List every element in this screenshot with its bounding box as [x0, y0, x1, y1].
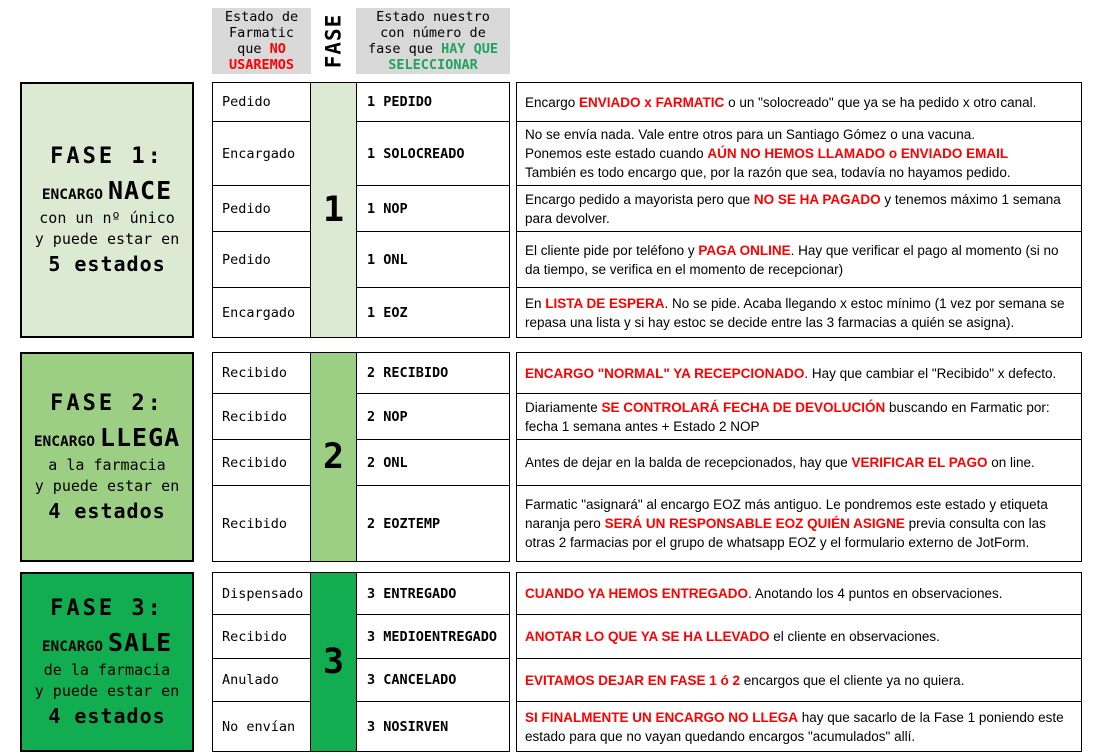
description-cell [516, 615, 1082, 659]
farmatic-state-cell: Pedido [212, 82, 311, 122]
phase-title: FASE 3: [50, 596, 164, 621]
highlighted-text: AÚN NO HEMOS LLAMADO o ENVIADO EMAIL [707, 146, 1009, 161]
phase-3-summary-box [20, 572, 194, 752]
description-text [525, 495, 1073, 552]
plain-text: on line. [987, 455, 1035, 470]
header-row [20, 8, 1108, 74]
description-text [525, 125, 1011, 182]
farmatic-state-cell: Encargado [212, 288, 311, 338]
plain-text: encargos que el cliente ya no quiera. [740, 672, 965, 688]
our-state-cell: 1 NOP [356, 186, 510, 232]
phase-1-summary-box [20, 82, 194, 338]
description-text [525, 398, 1073, 436]
highlighted-text: ENCARGO "NORMAL" YA RECEPCIONADO [525, 365, 805, 381]
plain-text: el cliente en observaciones. [769, 629, 940, 644]
plain-text: Farmatic [228, 25, 295, 41]
phase-state-count: 4 estados [48, 704, 166, 728]
farmatic-state-cell: Recibido [212, 615, 311, 659]
farmatic-state-cell: Dispensado [212, 572, 311, 615]
highlighted-text: SELECCIONAR [388, 57, 478, 73]
phase-subtitle-small: ENCARGO [41, 187, 103, 203]
highlighted-text: NO SE HA PAGADO [753, 191, 881, 207]
description-text [525, 241, 1073, 279]
fase-vertical-text: FASE [321, 13, 346, 69]
our-state-cell: 2 NOP [356, 394, 510, 440]
plain-text: Diariamente [525, 399, 602, 415]
our-state-cell: 2 EOZTEMP [356, 486, 510, 562]
farmatic-state-cell: Recibido [212, 486, 311, 562]
phase-number-cell: 3 [311, 572, 356, 752]
highlighted-text: USAREMOS [228, 57, 295, 73]
highlighted-text: SE CONTROLARÁ FECHA DE DEVOLUCIÓN [601, 399, 886, 415]
phase-title: FASE 1: [50, 144, 164, 169]
farmatic-state-cell: Recibido [212, 394, 311, 440]
phase-title: FASE 2: [50, 391, 164, 416]
description-text [525, 453, 1035, 472]
plain-text: buscando en Farmatic por: fecha 1 semana antes + Estado 2 NOP [525, 399, 1050, 434]
phase-subtitle-small: ENCARGO [33, 434, 95, 450]
plain-text: Antes de dejar en la balda de recepcionados, hay que [525, 455, 852, 470]
header-fase-label [311, 8, 356, 74]
our-state-cell: 3 NOSIRVEN [356, 702, 510, 752]
highlighted-text: CUANDO YA HEMOS ENTREGADO [525, 586, 749, 601]
plain-text: Estado nuestro [376, 9, 490, 25]
plain-text: y tenemos máximo 1 semana para devolver. [525, 191, 1061, 226]
description-text [525, 294, 1073, 332]
plain-text: . No se pide. Acaba llegando x estoc mínimo (1 vez por semana se repasa una lista y si hay estoc se decide entre las 3 farmacias a quién se asigna). [525, 295, 1065, 330]
plain-text: . Hay que verificar el pago al momento (si no da tiempo, se verifica en el momento de recepcionar) [525, 242, 1059, 277]
highlighted-text: VERIFICAR EL PAGO [851, 455, 988, 470]
farmatic-state-cell: Encargado [212, 122, 311, 186]
description-cell [516, 82, 1082, 122]
estados-encargo-table [0, 8, 1108, 756]
phase-1-section [20, 82, 1108, 338]
highlighted-text: LISTA DE ESPERA [545, 295, 665, 311]
farmatic-state-cell: Pedido [212, 232, 311, 288]
our-state-cell: 1 PEDIDO [356, 82, 510, 122]
phase-desc-line: a la farmacia [48, 456, 166, 474]
plain-text: También es todo encargo que, por la razón que sea, todavía no hayamos pedido. [525, 165, 1011, 180]
our-state-cell: 3 MEDIOENTREGADO [356, 615, 510, 659]
our-state-cell: 1 EOZ [356, 288, 510, 338]
phase-subtitle [42, 628, 172, 657]
farmatic-state-cell: Pedido [212, 186, 311, 232]
description-cell [516, 440, 1082, 486]
farmatic-state-cell: Recibido [212, 352, 311, 394]
highlighted-text: ENVIADO x FARMATIC [579, 94, 725, 110]
highlighted-text: SI FINALMENTE UN ENCARGO NO LLEGA [525, 709, 798, 725]
highlighted-text: ANOTAR LO QUE YA SE HA LLEVADO [525, 629, 770, 644]
description-cell [516, 394, 1082, 440]
farmatic-state-cell: Recibido [212, 440, 311, 486]
our-state-cell: 3 ENTREGADO [356, 572, 510, 615]
highlighted-text: EVITAMOS DEJAR EN FASE 1 ó 2 [525, 672, 741, 688]
our-state-cell: 1 ONL [356, 232, 510, 288]
phase-number-cell: 2 [311, 352, 356, 562]
header-farmatic-label [212, 8, 311, 74]
phase-2-summary-box [20, 352, 194, 562]
plain-text: Farmatic "asignará" al encargo EOZ más antiguo. Le pondremos este estado y etiqueta naranja pero [525, 497, 1048, 531]
description-text [525, 364, 1056, 383]
plain-text: . Hay que cambiar el "Recibido" x defecto. [804, 365, 1057, 381]
description-cell [516, 659, 1082, 702]
plain-text: o un "solocreado" que ya se ha pedido x otro canal. [724, 94, 1037, 110]
plain-text: Encargo [525, 94, 580, 110]
plain-text: previa consulta con las otras 2 farmacias por el grupo de whatsapp EOZ y el formulario externo de JotForm. [525, 516, 1046, 550]
phase-2-section [20, 352, 1108, 562]
description-text [525, 627, 940, 646]
phase-subtitle-big: NACE [107, 176, 173, 205]
plain-text: . Anotando los 4 puntos en observaciones. [748, 586, 1003, 601]
phase-subtitle-big: SALE [107, 628, 173, 657]
plain-text: Encargo pedido a mayorista pero que [525, 191, 754, 207]
plain-text: Estado de [224, 9, 299, 25]
plain-text: que [237, 41, 270, 57]
phase-desc-line: y puede estar en [34, 682, 180, 700]
our-state-cell: 1 SOLOCREADO [356, 122, 510, 186]
plain-text: fase que [367, 41, 442, 57]
phase-desc-line: de la farmacia [43, 661, 171, 679]
description-cell [516, 352, 1082, 394]
phase-subtitle-big: LLEGA [99, 423, 181, 452]
our-state-cell: 3 CANCELADO [356, 659, 510, 702]
plain-text: hay que sacarlo de la Fase 1 poniendo este estado para que no vayan quedando encargos "acumulados" allí. [525, 709, 1064, 744]
our-state-cell: 2 RECIBIDO [356, 352, 510, 394]
description-text [525, 671, 964, 690]
plain-text: Ponemos este estado cuando [525, 146, 708, 161]
description-text [525, 190, 1073, 228]
phase-3-section [20, 572, 1108, 752]
description-cell [516, 486, 1082, 562]
plain-text: El cliente pide por teléfono y [525, 242, 699, 258]
plain-text: No se envía nada. Vale entre otros para un Santiago Gómez o una vacuna. [525, 127, 976, 142]
highlighted-text: NO [269, 41, 286, 57]
phase-subtitle [34, 423, 180, 452]
our-state-cell: 2 ONL [356, 440, 510, 486]
description-text [525, 584, 1002, 603]
farmatic-state-cell: Anulado [212, 659, 311, 702]
description-text [525, 93, 1036, 112]
description-cell [516, 232, 1082, 288]
highlighted-text: PAGA ONLINE [698, 242, 791, 258]
phase-state-count: 4 estados [48, 499, 166, 523]
farmatic-state-cell: No envían [212, 702, 311, 752]
plain-text: con número de [380, 25, 486, 41]
description-cell [516, 702, 1082, 752]
description-text [525, 708, 1073, 746]
highlighted-text: SERÁ UN RESPONSABLE EOZ QUIÉN ASIGNE [604, 516, 905, 531]
phase-desc-line: y puede estar en [34, 230, 180, 248]
description-cell [516, 288, 1082, 338]
phase-subtitle [42, 176, 172, 205]
phase-state-count: 5 estados [48, 252, 166, 276]
phase-subtitle-small: ENCARGO [41, 639, 103, 655]
phase-number-cell: 1 [311, 82, 356, 338]
phase-desc-line: y puede estar en [34, 477, 180, 495]
description-cell [516, 186, 1082, 232]
description-cell [516, 572, 1082, 615]
plain-text: En [525, 295, 546, 311]
phase-desc-line: con un nº único [39, 209, 175, 227]
highlighted-text: HAY QUE [441, 41, 499, 57]
description-cell [516, 122, 1082, 186]
header-estado-nuestro-label [356, 8, 510, 74]
